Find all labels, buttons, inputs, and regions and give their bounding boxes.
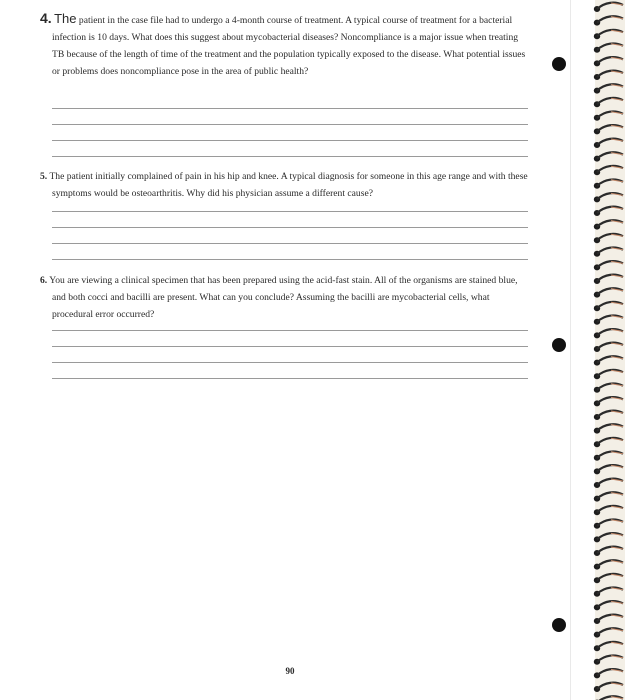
question-6	[40, 272, 530, 323]
answer-line[interactable]	[52, 140, 528, 141]
answer-line[interactable]	[52, 330, 528, 331]
question-6-body: You are viewing a clinical specimen that has been prepared using the acid-fast stain. All of the organisms are stained blue, and both cocci and bacilli are present. What can you conclude? Assuming the bacilli are mycobacterial cells, what procedural error occurred?	[49, 275, 518, 320]
answer-line[interactable]	[52, 346, 528, 347]
question-6-text	[40, 272, 530, 323]
spiral-binding	[575, 0, 625, 700]
question-5-body: The patient initially complained of pain in his hip and knee. A typical diagnosis for someone in this age range and with these symptoms would be osteoarthritis. Why did his physician assume a different cause?	[49, 171, 528, 199]
question-5	[40, 168, 530, 202]
question-4-body: patient in the case file had to undergo a 4-month course of treatment. A typical course of treatment for a bacterial infection is 10 days. What does this suggest about mycobacterial diseases? Noncompliance is a major issue when treating TB because of the length of time of the treatment and the population typically exposed to the disease. What potential issues or problems does noncompliance pose in the area of public health?	[52, 15, 526, 77]
answer-line[interactable]	[52, 108, 528, 109]
binder-hole	[552, 618, 566, 632]
answer-line[interactable]	[52, 211, 528, 212]
question-4-lead: The	[54, 11, 77, 26]
question-6-number: 6.	[40, 275, 48, 286]
answer-line[interactable]	[52, 378, 528, 379]
answer-line[interactable]	[52, 156, 528, 157]
answer-line[interactable]	[52, 124, 528, 125]
page-number: 90	[285, 666, 295, 676]
margin-line	[570, 0, 571, 700]
answer-line[interactable]	[52, 243, 528, 244]
answer-line[interactable]	[52, 362, 528, 363]
question-4-text	[40, 10, 530, 80]
question-5-number: 5.	[40, 171, 48, 182]
answer-line[interactable]	[52, 227, 528, 228]
question-4-number: 4.	[40, 10, 52, 26]
binder-hole	[552, 57, 566, 71]
question-4	[40, 10, 530, 80]
question-5-text	[40, 168, 530, 202]
answer-line[interactable]	[52, 259, 528, 260]
binder-hole	[552, 338, 566, 352]
